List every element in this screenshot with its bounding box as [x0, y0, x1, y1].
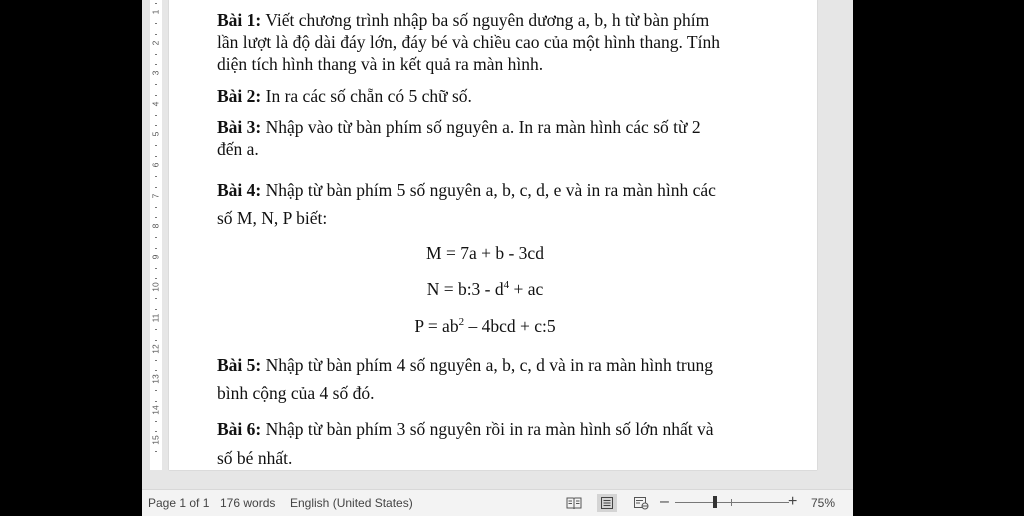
ruler-number: 14 [150, 405, 161, 415]
ruler-tick [155, 54, 157, 55]
ruler-tick [155, 370, 157, 371]
ruler-tick [155, 187, 157, 188]
word-window [142, 0, 853, 515]
ruler-number: 10 [150, 282, 161, 293]
paragraph-line: diện tích hình thang và in kết quả ra màn hình. [217, 54, 544, 74]
paragraph-bai-2 [217, 85, 737, 107]
ruler-tick [155, 309, 157, 310]
ruler-tick [155, 451, 157, 452]
formula-n-exponent: 4 [503, 279, 510, 292]
exercise-label: Bài 2: [217, 86, 262, 106]
ruler-tick [155, 64, 157, 65]
ruler-tick [155, 237, 157, 238]
zoom-slider[interactable] [675, 502, 789, 503]
formula-p-pre: P = ab [414, 316, 459, 336]
zoom-slider-thumb[interactable] [713, 496, 717, 508]
paragraph-bai-4 [217, 176, 737, 232]
paragraph-line: Nhập vào từ bàn phím số nguyên a. In ra màn hình các số từ 2 [265, 117, 701, 137]
ruler-number: 12 [150, 343, 161, 354]
formula-m-text: M = 7a + b - 3cd [426, 243, 544, 263]
ruler-tick [155, 156, 157, 157]
formula-p-post: – 4bcd + c:5 [464, 316, 556, 336]
ruler-tick [155, 125, 157, 126]
ruler-tick [155, 217, 157, 218]
paragraph-bai-1 [217, 9, 737, 75]
paragraph-line: Viết chương trình nhập ba số nguyên dương a, b, h từ bàn phím [265, 10, 710, 30]
ruler-number: 15 [150, 435, 161, 446]
ruler-tick [155, 95, 157, 96]
paragraph-line: In ra các số chẵn có 5 chữ số. [265, 86, 472, 106]
ruler-tick [155, 278, 157, 279]
paragraph-line: Nhập từ bàn phím 5 số nguyên a, b, c, d, e và in ra màn hình các [265, 180, 716, 200]
formula-n-post: + ac [509, 279, 544, 299]
read-mode-button[interactable] [564, 494, 584, 512]
ruler-number: 6 [150, 162, 161, 168]
paragraph-line: lần lượt là độ dài đáy lớn, đáy bé và chiều cao của một hình thang. Tính [217, 32, 720, 52]
ruler-number: 5 [150, 132, 161, 137]
ruler-tick [155, 84, 157, 85]
ruler-number: 4 [150, 101, 161, 107]
ruler-number: 7 [150, 193, 161, 198]
web-layout-icon [633, 496, 649, 510]
ruler-tick [155, 329, 157, 330]
ruler-tick [155, 145, 157, 146]
ruler-tick [155, 115, 157, 116]
formula-p [161, 316, 809, 337]
formula-p-exponent: 2 [458, 316, 465, 329]
zoom-level[interactable]: 75% [811, 496, 836, 510]
ruler-tick [155, 340, 157, 341]
word-count[interactable]: 176 words [220, 496, 276, 510]
paragraph-line: số bé nhất. [217, 448, 293, 468]
ruler-tick [155, 401, 157, 402]
ruler-tick [155, 207, 157, 208]
formula-n [161, 279, 809, 300]
paragraph-line: đến a. [217, 139, 259, 159]
ruler-tick [155, 23, 157, 24]
zoom-slider-center-mark [731, 499, 732, 506]
ruler-tick [155, 176, 157, 177]
exercise-label: Bài 6: [217, 419, 262, 439]
paragraph-line: bình cộng của 4 số đó. [217, 383, 375, 403]
read-mode-icon [566, 497, 582, 510]
exercise-label: Bài 1: [217, 10, 262, 30]
exercise-label: Bài 5: [217, 355, 262, 375]
paragraph-line: số M, N, P biết: [217, 208, 328, 228]
print-layout-button[interactable] [597, 494, 617, 512]
ruler-tick [155, 268, 157, 269]
paragraph-bai-6 [217, 415, 737, 473]
formula-m [161, 243, 809, 264]
web-layout-button[interactable] [631, 494, 651, 512]
ruler-tick [155, 248, 157, 249]
ruler-number: 13 [150, 374, 161, 384]
paragraph-bai-3 [217, 116, 737, 160]
formula-n-pre: N = b:3 - d [426, 279, 504, 299]
ruler-number: 9 [150, 254, 161, 260]
zoom-in-button[interactable]: + [788, 493, 798, 510]
zoom-out-button[interactable]: – [660, 493, 669, 510]
paragraph-bai-5 [217, 351, 737, 407]
ruler-number: 11 [150, 313, 161, 323]
document-page[interactable] [169, 0, 817, 470]
paragraph-line: Nhập từ bàn phím 3 số nguyên rồi in ra màn hình số lớn nhất và [265, 419, 714, 439]
language-indicator[interactable]: English (United States) [290, 496, 413, 510]
ruler-tick [155, 421, 157, 422]
ruler-tick [155, 431, 157, 432]
ruler-number: 8 [150, 223, 161, 229]
ruler-tick [155, 360, 157, 361]
ruler-tick [155, 390, 157, 391]
exercise-label: Bài 4: [217, 180, 262, 200]
ruler-tick [155, 34, 157, 35]
exercise-label: Bài 3: [217, 117, 262, 137]
page-count[interactable]: Page 1 of 1 [148, 496, 210, 510]
ruler-number: 3 [150, 70, 161, 76]
paragraph-line: Nhập từ bàn phím 4 số nguyên a, b, c, d và in ra màn hình trung [265, 355, 714, 375]
print-layout-icon [600, 496, 614, 510]
ruler-tick [155, 298, 157, 299]
status-bar [142, 489, 853, 516]
ruler-tick [155, 3, 157, 4]
ruler-number: 1 [150, 9, 161, 15]
ruler-number: 2 [150, 40, 161, 45]
